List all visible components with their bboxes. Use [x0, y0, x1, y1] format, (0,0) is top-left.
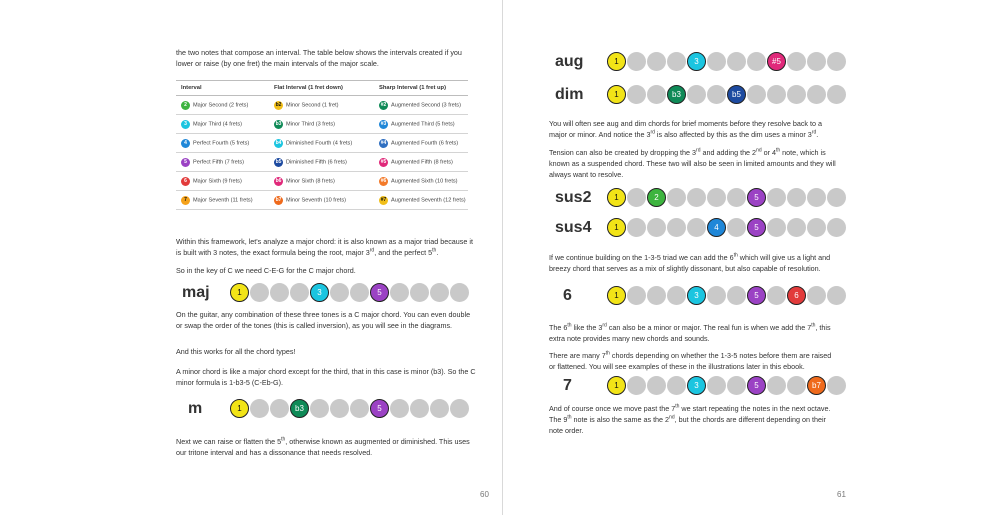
note-circle-empty [410, 283, 429, 302]
interval-label: Major Sixth (9 frets) [193, 178, 242, 184]
page-number: 61 [837, 490, 846, 499]
sixth-badge-icon: 6 [181, 177, 190, 186]
page-number: 60 [480, 490, 489, 499]
note-circle-active: 1 [230, 399, 249, 418]
table-cell [176, 153, 269, 172]
table-cell [176, 191, 269, 210]
interval-label: Minor Second (1 fret) [286, 102, 339, 108]
note-circle-empty [430, 283, 449, 302]
note-circle-empty [390, 399, 409, 418]
note-circle-empty [787, 376, 806, 395]
note-circle-empty [747, 85, 766, 104]
chord-row-seventh [553, 374, 853, 398]
note-circle-empty [390, 283, 409, 302]
interval-label: Augmented Second (3 frets) [391, 102, 461, 108]
note-circle-empty [807, 188, 826, 207]
note-circle-empty [667, 52, 686, 71]
note-circle-empty [350, 283, 369, 302]
note-circle-empty [450, 283, 469, 302]
note-circle-empty [647, 376, 666, 395]
right-page [503, 0, 1005, 515]
note-circle-empty [827, 52, 846, 71]
many-sevenths-paragraph: There are many 7th chords depending on whether the 1-3-5 notes before them are raised or flattened. You will see examples of these in the illustrations later in this ebook. [549, 350, 832, 371]
note-circle-empty [727, 376, 746, 395]
chord-row-minor [176, 397, 476, 421]
note-circle-empty [687, 85, 706, 104]
note-circle-active: 2 [647, 188, 666, 207]
note-circle-empty [727, 52, 746, 71]
note-circle-empty [627, 52, 646, 71]
sharp5-badge-icon: #5 [380, 158, 387, 165]
note-circle-empty [767, 85, 786, 104]
interval-label: Augmented Fifth (8 frets) [391, 159, 453, 165]
framework-paragraph: Within this framework, let's analyze a major chord: it is also known as a major triad because it is built with 3 notes, the exact formula being the root, major 3rd, and the perfect 5th. [176, 237, 473, 257]
note-circle-active: 3 [687, 52, 706, 71]
table-cell [269, 115, 374, 134]
note-circle-active: 5 [370, 399, 389, 418]
interval-label: Perfect Fifth (7 frets) [193, 159, 244, 165]
note-circle-empty [787, 188, 806, 207]
table-cell [269, 134, 374, 153]
chord-label: 7 [563, 377, 572, 394]
note-circle-empty [827, 188, 846, 207]
fourth-badge-icon: 4 [181, 139, 190, 148]
works-paragraph: And this works for all the chord types! [176, 347, 296, 356]
note-circle-empty [627, 188, 646, 207]
chord-row-maj [176, 281, 476, 305]
note-circle-empty [767, 218, 786, 237]
note-circle-empty [787, 52, 806, 71]
note-circle-empty [707, 376, 726, 395]
table-cell [176, 172, 269, 191]
interval-label: Minor Sixth (8 frets) [286, 178, 335, 184]
note-circle-empty [687, 218, 706, 237]
note-circle-empty [787, 85, 806, 104]
note-circle-empty [827, 85, 846, 104]
note-circle-empty [330, 283, 349, 302]
chord-label: m [188, 400, 203, 417]
table-header: Sharp Interval (1 fret up) [374, 81, 468, 96]
chord-row-sixth [553, 284, 853, 308]
note-circle-empty [707, 85, 726, 104]
note-circle-empty [290, 283, 309, 302]
third-badge-icon: 3 [181, 120, 190, 129]
interval-label: Augmented Fourth (6 frets) [391, 140, 459, 146]
chord-row-sus2 [553, 186, 853, 210]
intro-paragraph: the two notes that compose an interval. The table below shows the intervals created if you lower or raise (by one fret) the main intervals of the major scale. [176, 48, 462, 68]
note-circle-active: 3 [687, 376, 706, 395]
table-header: Interval [176, 81, 269, 96]
chord-label: aug [555, 53, 584, 70]
table-row [176, 96, 468, 115]
note-circle-active: 1 [607, 286, 626, 305]
note-circle-active: 3 [310, 283, 329, 302]
note-circle-active: 1 [607, 85, 626, 104]
chord-label: maj [182, 284, 210, 301]
note-circle-empty [807, 52, 826, 71]
note-circle-active: 3 [687, 286, 706, 305]
note-circle-empty [787, 218, 806, 237]
note-circle-empty [827, 218, 846, 237]
note-circle-active: 5 [747, 188, 766, 207]
interval-label: Minor Third (3 frets) [286, 121, 336, 127]
note-circle-empty [410, 399, 429, 418]
table-cell [374, 172, 468, 191]
table-row [176, 191, 468, 210]
note-circle-empty [727, 218, 746, 237]
sharp2-badge-icon: #2 [380, 101, 387, 108]
guitar-paragraph: On the guitar, any combination of these three tones is a C major chord. You can even double or swap the order of the tones (this is called inversion), as you will see in the diagrams. [176, 310, 471, 330]
note-circle-active: b7 [807, 376, 826, 395]
note-circle-empty [627, 218, 646, 237]
note-circle-empty [330, 399, 349, 418]
interval-label: Perfect Fourth (5 frets) [193, 140, 250, 146]
note-circle-empty [667, 188, 686, 207]
note-circle-empty [827, 376, 846, 395]
chord-row-aug [553, 50, 853, 74]
table-cell [269, 96, 374, 115]
note-circle-empty [747, 52, 766, 71]
note-circle-empty [707, 188, 726, 207]
note-circle-empty [687, 188, 706, 207]
table-row [176, 115, 468, 134]
interval-label: Diminished Fourth (4 frets) [286, 140, 353, 146]
note-circle-empty [727, 286, 746, 305]
table-cell [176, 134, 269, 153]
note-circle-empty [647, 218, 666, 237]
note-circle-empty [647, 52, 666, 71]
interval-label: Major Second (2 frets) [193, 102, 249, 108]
table-header-row [176, 81, 468, 96]
table-row [176, 153, 468, 172]
b7-badge-icon: b7 [275, 196, 282, 203]
note-circle-empty [767, 376, 786, 395]
note-circle-active: 1 [607, 218, 626, 237]
note-circle-empty [667, 218, 686, 237]
note-circle-empty [627, 376, 646, 395]
note-circle-empty [707, 52, 726, 71]
note-circle-active: 1 [230, 283, 249, 302]
sharp6-badge-icon: #6 [380, 177, 387, 184]
b4-badge-icon: b4 [275, 139, 282, 146]
note-circle-active: 5 [747, 376, 766, 395]
table-cell [269, 191, 374, 210]
chord-row-sus4 [553, 216, 853, 240]
b3-badge-icon: b3 [275, 120, 282, 127]
table-cell [374, 134, 468, 153]
note-circle-empty [807, 286, 826, 305]
key-c-paragraph: So in the key of C we need C-E-G for the C major chord. [176, 266, 356, 275]
sharp7-badge-icon: #7 [380, 196, 387, 203]
table-cell [374, 153, 468, 172]
note-circle-empty [767, 286, 786, 305]
interval-label: Major Third (4 frets) [193, 121, 243, 127]
table-cell [176, 96, 269, 115]
table-cell [374, 191, 468, 210]
table-cell [374, 115, 468, 134]
note-circle-active: 5 [747, 218, 766, 237]
chord-row-dim [553, 83, 853, 107]
note-circle-active: b3 [667, 85, 686, 104]
chord-label: sus4 [555, 219, 592, 236]
b5-badge-icon: b5 [275, 158, 282, 165]
table-cell [269, 153, 374, 172]
chord-label: dim [555, 86, 584, 103]
sixth-intro-paragraph: If we continue building on the 1-3-5 triad we can add the 6th which will give us a light and breezy chord that serves as a mix of slightly dissonant, but also capable of resolution. [549, 252, 831, 273]
sharp3-badge-icon: #3 [380, 120, 387, 127]
table-row [176, 134, 468, 153]
interval-label: Minor Seventh (10 frets) [286, 197, 347, 203]
table-header: Flat Interval (1 fret down) [269, 81, 374, 96]
seventh-badge-icon: 7 [181, 196, 190, 205]
interval-label: Augmented Third (5 frets) [391, 121, 455, 127]
fifth-badge-icon: 5 [181, 158, 190, 167]
chord-label: sus2 [555, 189, 592, 206]
table-cell [176, 115, 269, 134]
note-circle-active: b3 [290, 399, 309, 418]
note-circle-empty [250, 399, 269, 418]
note-circle-active: 1 [607, 52, 626, 71]
note-circle-empty [647, 85, 666, 104]
raise-paragraph: Next we can raise or flatten the 5th, otherwise known as augmented or diminished. This uses our tritone interval and has a dissonance that needs resolved. [176, 436, 470, 457]
note-circle-empty [727, 188, 746, 207]
note-circle-empty [310, 399, 329, 418]
note-circle-empty [667, 286, 686, 305]
note-circle-active: 6 [787, 286, 806, 305]
note-circle-empty [627, 85, 646, 104]
b6-badge-icon: b6 [275, 177, 282, 184]
note-circle-empty [807, 85, 826, 104]
note-circle-active: #5 [767, 52, 786, 71]
note-circle-empty [647, 286, 666, 305]
note-circle-active: b5 [727, 85, 746, 104]
chord-label: 6 [563, 287, 572, 304]
table-cell [269, 172, 374, 191]
note-circle-empty [250, 283, 269, 302]
note-circle-active: 1 [607, 188, 626, 207]
interval-label: Augmented Sixth (10 frets) [391, 178, 458, 184]
left-page [0, 0, 502, 515]
note-circle-empty [350, 399, 369, 418]
note-circle-empty [667, 376, 686, 395]
interval-label: Augmented Seventh (12 frets) [391, 197, 466, 203]
interval-label: Major Seventh (11 frets) [193, 197, 253, 203]
sharp4-badge-icon: #4 [380, 139, 387, 146]
note-circle-active: 5 [370, 283, 389, 302]
note-circle-empty [270, 399, 289, 418]
note-circle-active: 1 [607, 376, 626, 395]
note-circle-empty [430, 399, 449, 418]
note-circle-empty [807, 218, 826, 237]
note-circle-active: 4 [707, 218, 726, 237]
interval-label: Diminished Fifth (6 frets) [286, 159, 347, 165]
tension-paragraph: Tension can also be created by dropping the 3rd and adding the 2nd or 4th note, which is known as a suspended chord. These two will also be seen in limited amounts and they will always want to resolve. [549, 147, 836, 179]
note-circle-empty [827, 286, 846, 305]
second-badge-icon: 2 [181, 101, 190, 110]
octave-paragraph: And of course once we move past the 7th we start repeating the notes in the next octave. The 9th note is also the same as the 2nd, but the chords are different depending on their note order. [549, 403, 831, 435]
b2-badge-icon: b2 [275, 101, 282, 108]
note-circle-empty [450, 399, 469, 418]
aug-dim-paragraph: You will often see aug and dim chords for brief moments before they resolve back to a major or minor. And notice the 3rd is also affected by this as the dim uses a minor 3rd. [549, 119, 823, 139]
note-circle-empty [707, 286, 726, 305]
note-circle-empty [767, 188, 786, 207]
sixth-minor-paragraph: The 6th like the 3rd can also be a minor or major. The real fun is when we add the 7th, this extra note provides many new chords and sounds. [549, 322, 831, 343]
note-circle-active: 5 [747, 286, 766, 305]
interval-table [176, 80, 468, 210]
note-circle-empty [627, 286, 646, 305]
note-circle-empty [270, 283, 289, 302]
table-row [176, 172, 468, 191]
table-cell [374, 96, 468, 115]
minor-paragraph: A minor chord is like a major chord except for the third, that in this case is minor (b3). So the C minor formula is 1-b3-5 (C-Eb-G). [176, 367, 476, 387]
